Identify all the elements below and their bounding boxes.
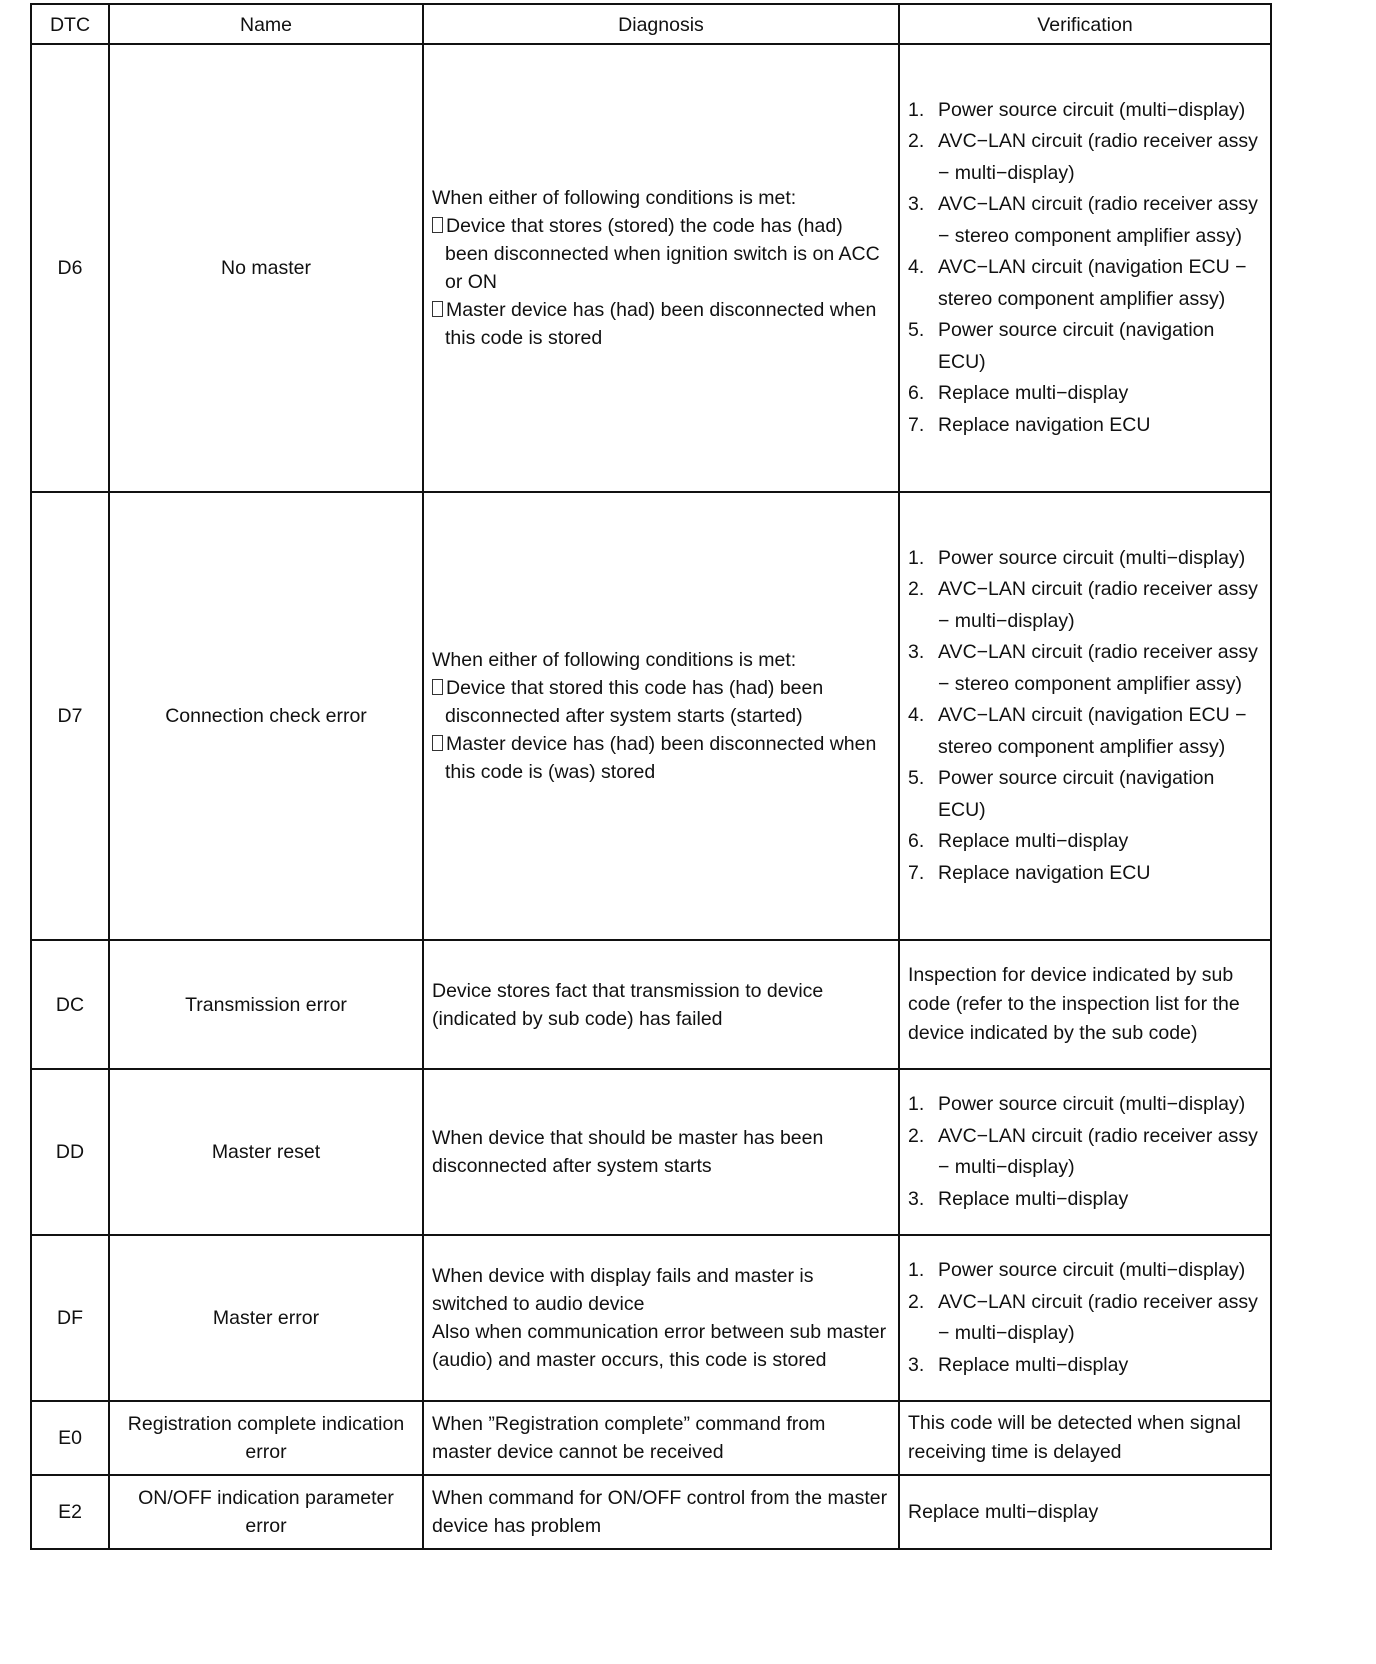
- diagnosis-line: When device with display fails and master is switched to audio device: [432, 1265, 814, 1315]
- verification-steps: [908, 543, 1262, 890]
- dtc-table: [30, 3, 1272, 1550]
- dtc-code: DD: [31, 1069, 109, 1235]
- verification-cell: [899, 1069, 1271, 1235]
- dtc-name: Transmission error: [109, 940, 423, 1069]
- verification-step: 2. AVC−LAN circuit (radio receiver assy − multi−display): [908, 130, 1258, 184]
- dtc-name: No master: [109, 44, 423, 492]
- table-row: [31, 1475, 1271, 1549]
- table-row: [31, 1069, 1271, 1235]
- diagnosis-intro: When either of following conditions is met:: [432, 649, 797, 671]
- dtc-code: E0: [31, 1401, 109, 1475]
- header-verification: Verification: [899, 4, 1271, 44]
- verification-step: 4. AVC−LAN circuit (navigation ECU − stereo component amplifier assy): [908, 704, 1247, 758]
- diagnosis-cell: [423, 1235, 899, 1401]
- verification-cell: This code will be detected when signal receiving time is delayed: [899, 1401, 1271, 1475]
- verification-cell: [899, 44, 1271, 492]
- verification-step: 1. Power source circuit (multi−display): [908, 1259, 1246, 1281]
- verification-step: 4. AVC−LAN circuit (navigation ECU − stereo component amplifier assy): [908, 256, 1247, 310]
- verification-step: 2. AVC−LAN circuit (radio receiver assy − multi−display): [908, 578, 1258, 632]
- diagnosis-bullet: Master device has (had) been disconnected when this code is (was) stored: [432, 730, 890, 786]
- dtc-code: DC: [31, 940, 109, 1069]
- diagnosis-cell: [423, 44, 899, 492]
- diagnosis-cell: Device stores fact that transmission to device (indicated by sub code) has failed: [423, 940, 899, 1069]
- checkbox-bullet-icon: [432, 679, 443, 695]
- table-row: [31, 1401, 1271, 1475]
- diagnosis-cell: When command for ON/OFF control from the master device has problem: [423, 1475, 899, 1549]
- header-dtc: DTC: [31, 4, 109, 44]
- verification-cell: [899, 492, 1271, 940]
- verification-step: 3. Replace multi−display: [908, 1353, 1129, 1376]
- table-row: [31, 44, 1271, 492]
- table-row: [31, 492, 1271, 940]
- table-row: [31, 1235, 1271, 1401]
- verification-steps: [908, 1089, 1262, 1215]
- dtc-name: ON/OFF indication parameter error: [109, 1475, 423, 1549]
- dtc-name: Registration complete indication error: [109, 1401, 423, 1475]
- diagnosis-bullet: Master device has (had) been disconnected when this code is stored: [432, 296, 890, 352]
- verification-steps: [908, 95, 1262, 442]
- verification-step: 5. Power source circuit (navigation ECU): [908, 767, 1215, 821]
- verification-step: 5. Power source circuit (navigation ECU): [908, 319, 1215, 373]
- verification-step: 3. AVC−LAN circuit (radio receiver assy − stereo component amplifier assy): [908, 641, 1258, 695]
- dtc-name: Master error: [109, 1235, 423, 1401]
- verification-step: 1. Power source circuit (multi−display): [908, 98, 1246, 121]
- header-row: [31, 4, 1271, 44]
- verification-step: 3. AVC−LAN circuit (radio receiver assy − stereo component amplifier assy): [908, 193, 1258, 247]
- dtc-table-wrapper: [30, 3, 1272, 1550]
- diagnosis-bullet: Device that stores (stored) the code has (had) been disconnected when ignition switch is on ACC or ON: [432, 212, 890, 296]
- checkbox-bullet-icon: [432, 735, 443, 751]
- diagnosis-cell: [423, 492, 899, 940]
- diagnosis-cell: When ”Registration complete” command from master device cannot be received: [423, 1401, 899, 1475]
- diagnosis-bullet: Device that stored this code has (had) been disconnected after system starts (started): [432, 674, 890, 730]
- dtc-code: DF: [31, 1235, 109, 1401]
- verification-step: 1. Power source circuit (multi−display): [908, 1093, 1246, 1115]
- verification-cell: Replace multi−display: [899, 1475, 1271, 1549]
- dtc-code: E2: [31, 1475, 109, 1549]
- dtc-name: Connection check error: [109, 492, 423, 940]
- header-name: Name: [109, 4, 423, 44]
- table-row: [31, 940, 1271, 1069]
- verification-step: 1. Power source circuit (multi−display): [908, 546, 1246, 569]
- diagnosis-cell: When device that should be master has been disconnected after system starts: [423, 1069, 899, 1235]
- diagnosis-line: Also when communication error between sub master (audio) and master occurs, this code is stored: [432, 1321, 887, 1371]
- checkbox-bullet-icon: [432, 301, 443, 317]
- verification-cell: Inspection for device indicated by sub code (refer to the inspection list for the device indicated by the sub code): [899, 940, 1271, 1069]
- verification-step: 3. Replace multi−display: [908, 1187, 1129, 1210]
- header-diagnosis: Diagnosis: [423, 4, 899, 44]
- checkbox-bullet-icon: [432, 217, 443, 233]
- dtc-code: D7: [31, 492, 109, 940]
- verification-step: 7. Replace navigation ECU: [908, 413, 1151, 436]
- verification-step: 6. Replace multi−display: [908, 382, 1129, 405]
- diagnosis-intro: When either of following conditions is met:: [432, 187, 797, 209]
- verification-steps: [908, 1255, 1262, 1381]
- verification-step: 2. AVC−LAN circuit (radio receiver assy − multi−display): [908, 1124, 1258, 1178]
- dtc-name: Master reset: [109, 1069, 423, 1235]
- dtc-code: D6: [31, 44, 109, 492]
- verification-cell: [899, 1235, 1271, 1401]
- verification-step: 2. AVC−LAN circuit (radio receiver assy − multi−display): [908, 1290, 1258, 1344]
- verification-step: 7. Replace navigation ECU: [908, 861, 1151, 884]
- verification-step: 6. Replace multi−display: [908, 830, 1129, 853]
